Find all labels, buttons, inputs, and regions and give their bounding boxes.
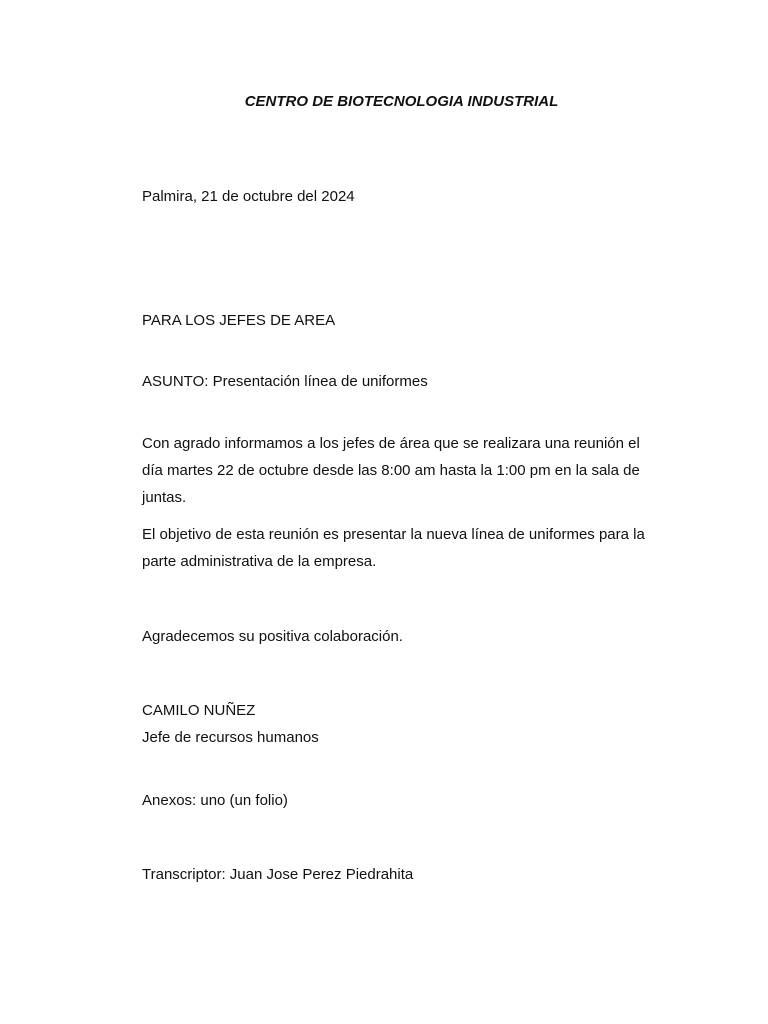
body-paragraph-2-line: El objetivo de esta reunión es presentar la nueva línea de uniformes para la	[142, 526, 645, 543]
transcriber-line: Transcriptor: Juan Jose Perez Piedrahita	[142, 866, 414, 883]
subject-line: ASUNTO: Presentación línea de uniformes	[142, 373, 428, 390]
body-paragraph-2	[142, 521, 662, 575]
closing-line: Agradecemos su positiva colaboración.	[142, 628, 403, 645]
body-paragraph-1-line: juntas.	[142, 489, 187, 506]
place-date: Palmira, 21 de octubre del 2024	[142, 188, 355, 205]
body-paragraph-1-line: Con agrado informamos a los jefes de área que se realizara una reunión el	[142, 435, 640, 452]
signer-title: Jefe de recursos humanos	[142, 729, 319, 746]
recipient-line: PARA LOS JEFES DE AREA	[142, 312, 336, 329]
attachments-line: Anexos: uno (un folio)	[142, 792, 288, 809]
body-paragraph-2-line: parte administrativa de la empresa.	[142, 553, 377, 570]
document-title: CENTRO DE BIOTECNOLOGIA INDUSTRIAL	[244, 93, 559, 110]
body-paragraph-1	[142, 430, 662, 511]
signer-name: CAMILO NUÑEZ	[142, 702, 256, 719]
body-paragraph-1-line: día martes 22 de octubre desde las 8:00 am hasta la 1:00 pm en la sala de	[142, 462, 640, 479]
